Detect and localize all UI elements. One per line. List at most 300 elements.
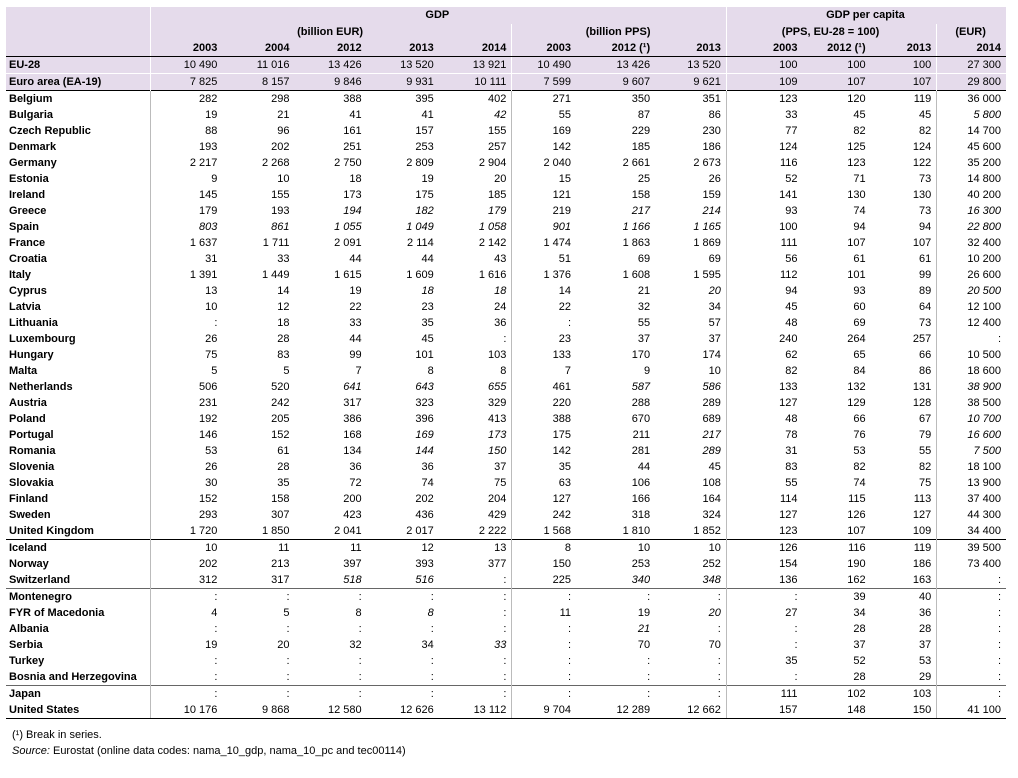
table-cell: 9 607 — [576, 74, 655, 91]
table-cell: 73 — [918, 316, 932, 329]
table-cell: 57 — [708, 316, 721, 329]
table-cell: 10 700 — [937, 411, 1006, 427]
table-cell: 12 662 — [655, 702, 726, 719]
row-label: Albania — [9, 622, 49, 635]
table-cell: 108 — [702, 476, 721, 489]
year-header: 2014 — [937, 40, 1006, 57]
table-cell: 2 041 — [334, 524, 362, 537]
table-cell: : — [358, 622, 362, 635]
table-cell: 10 — [576, 540, 655, 557]
table-cell: 40 — [871, 589, 937, 606]
table-cell: : — [512, 669, 576, 686]
table-cell: 4 — [150, 605, 222, 621]
table-cell: 44 300 — [937, 507, 1006, 523]
table-cell: 348 — [702, 573, 721, 586]
table-cell: 202 — [150, 556, 222, 572]
table-cell: 169 — [415, 428, 434, 441]
table-cell: 120 — [803, 91, 871, 108]
table-cell: 423 — [343, 508, 362, 521]
table-cell: 74 — [853, 476, 866, 489]
table-cell: 119 — [871, 540, 937, 557]
table-cell: 350 — [576, 91, 655, 108]
table-cell: 130 — [847, 188, 866, 201]
table-cell: 10 — [655, 540, 726, 557]
table-cell: 93 — [726, 203, 802, 219]
table-cell: 641 — [343, 380, 362, 393]
table-cell: : — [717, 622, 721, 635]
table-cell: 115 — [848, 492, 866, 505]
table-cell: 289 — [702, 396, 721, 409]
table-cell: 36 — [349, 460, 362, 473]
row-label: Estonia — [9, 172, 49, 185]
table-cell: 11 016 — [256, 58, 290, 71]
row-label: Finland — [9, 492, 49, 505]
table-cell: 643 — [415, 380, 434, 393]
table-cell: 29 800 — [937, 74, 1006, 91]
table-row — [6, 459, 1006, 475]
table-cell: 33 — [277, 252, 290, 265]
table-cell: 101 — [847, 268, 866, 281]
table-cell: 5 800 — [937, 107, 1006, 123]
table-cell: 34 — [853, 606, 866, 619]
table-cell: 82 — [726, 363, 802, 379]
table-cell: 163 — [912, 573, 932, 586]
table-cell: 220 — [512, 395, 576, 411]
table-cell: 253 — [415, 140, 434, 153]
table-cell: 655 — [488, 380, 507, 393]
table-cell: 155 — [488, 124, 507, 137]
table-cell: 213 — [271, 557, 290, 570]
table-cell: 74 — [421, 476, 434, 489]
table-cell: 2 114 — [407, 236, 434, 249]
table-cell: 113 — [913, 492, 932, 505]
table-cell: 99 — [918, 268, 932, 281]
table-cell: 52 — [726, 171, 802, 187]
table-cell: 159 — [702, 188, 721, 201]
table-cell: 21 — [277, 108, 290, 121]
table-cell: 87 — [637, 108, 651, 121]
table-cell: : — [647, 654, 651, 667]
source-note — [12, 743, 406, 759]
table-cell: : — [503, 573, 507, 586]
table-cell: : — [512, 621, 576, 637]
table-cell: 35 — [726, 653, 802, 669]
table-cell: 28 — [853, 622, 866, 635]
table-cell: 20 — [708, 606, 721, 619]
table-cell: 82 — [853, 124, 866, 137]
unit-billion-pps: (billion PPS) — [512, 24, 726, 40]
table-row — [6, 299, 1006, 315]
table-cell: 69 — [708, 252, 721, 265]
table-cell: : — [655, 686, 726, 703]
table-cell: 12 400 — [937, 315, 1006, 331]
table-cell: 82 — [918, 460, 932, 473]
table-cell: 10 — [150, 540, 222, 557]
table-cell: 2 750 — [334, 156, 362, 169]
table-cell: 193 — [271, 204, 290, 217]
table-cell: 18 100 — [937, 459, 1006, 475]
table-cell: 82 — [918, 124, 932, 137]
table-cell: 152 — [271, 428, 290, 441]
table-cell: 18 — [494, 284, 507, 297]
table-cell: 586 — [702, 380, 721, 393]
table-cell: 109 — [726, 74, 802, 91]
table-cell: 100 — [847, 58, 866, 71]
table-cell: : — [726, 637, 802, 653]
table-cell: 56 — [726, 251, 802, 267]
table-row — [6, 669, 1006, 686]
table-cell: 36 — [918, 606, 932, 619]
table-cell: 86 — [918, 364, 932, 377]
table-cell: 144 — [415, 444, 434, 457]
table-row — [6, 540, 1006, 557]
table-cell: 127 — [512, 491, 576, 507]
table-cell: 8 157 — [222, 74, 294, 91]
table-cell: 1 608 — [622, 268, 651, 281]
table-cell: 121 — [512, 187, 576, 203]
table-cell: 179 — [488, 204, 507, 217]
table-cell: : — [430, 670, 434, 683]
table-cell: 89 — [918, 284, 932, 297]
table-cell: 225 — [512, 572, 576, 589]
table-cell: 142 — [512, 139, 576, 155]
table-cell: 82 — [853, 460, 866, 473]
table-cell: 12 100 — [937, 299, 1006, 315]
table-cell: : — [576, 686, 655, 703]
table-cell: 112 — [726, 267, 802, 283]
table-cell: 264 — [847, 332, 866, 345]
table-cell: 8 — [355, 606, 362, 619]
table-cell: 173 — [488, 428, 507, 441]
table-cell: 119 — [871, 91, 937, 108]
table-cell: 175 — [512, 427, 576, 443]
table-cell: 257 — [912, 332, 932, 345]
table-cell: 51 — [512, 251, 576, 267]
table-cell: 66 — [853, 412, 866, 425]
table-cell: 288 — [631, 396, 651, 409]
table-row — [6, 523, 1006, 540]
row-label: Croatia — [9, 252, 47, 265]
row-label: Norway — [9, 557, 49, 570]
table-cell: 436 — [415, 508, 434, 521]
table-cell: 173 — [343, 188, 362, 201]
table-cell: 36 000 — [937, 91, 1006, 108]
table-cell: 32 — [637, 300, 651, 313]
table-cell: 14 — [512, 283, 576, 299]
table-cell: 20 — [277, 638, 290, 651]
table-cell: 62 — [726, 347, 802, 363]
table-cell: 1 852 — [693, 524, 721, 537]
footnotes — [12, 727, 406, 759]
table-row — [6, 267, 1006, 283]
gdp-group-header: GDP — [150, 7, 726, 24]
table-cell: 72 — [349, 476, 362, 489]
year-header: 2014 — [439, 40, 512, 57]
table-cell: 22 — [512, 299, 576, 315]
table-cell: : — [717, 654, 721, 667]
table-cell: 116 — [803, 540, 871, 557]
table-cell: 142 — [512, 443, 576, 459]
table-cell: 38 900 — [937, 379, 1006, 395]
table-cell: 45 — [853, 108, 866, 121]
row-label: Greece — [9, 204, 47, 217]
table-cell: 12 — [277, 300, 290, 313]
table-row — [6, 331, 1006, 347]
table-row — [6, 107, 1006, 123]
table-cell: 152 — [150, 491, 222, 507]
year-header: 2013 — [871, 40, 937, 57]
table-cell: 13 112 — [439, 702, 512, 719]
table-cell: 88 — [150, 123, 222, 139]
table-cell: : — [150, 653, 222, 669]
table-cell: 12 — [367, 540, 439, 557]
table-cell: 10 — [708, 364, 721, 377]
table-row — [6, 443, 1006, 459]
table-row — [6, 139, 1006, 155]
table-cell: 2 904 — [478, 156, 507, 169]
table-cell: 78 — [726, 427, 802, 443]
table-cell: 128 — [912, 396, 932, 409]
unit-billion-eur: (billion EUR) — [150, 24, 512, 40]
table-cell: 257 — [488, 140, 507, 153]
table-cell: 61 — [277, 444, 290, 457]
table-row — [6, 702, 1006, 719]
table-cell: 186 — [702, 140, 721, 153]
table-cell: : — [655, 589, 726, 606]
table-row — [6, 556, 1006, 572]
table-cell: 14 — [277, 284, 290, 297]
table-cell: 340 — [631, 573, 651, 586]
table-cell: 253 — [631, 557, 651, 570]
table-cell: 10 176 — [150, 702, 222, 719]
table-cell: 351 — [655, 91, 726, 108]
row-label: Latvia — [9, 300, 41, 313]
table-cell: : — [150, 669, 222, 686]
table-cell: 21 — [637, 284, 651, 297]
table-cell: 461 — [512, 379, 576, 395]
row-label: United Kingdom — [9, 524, 94, 537]
table-cell: 38 500 — [937, 395, 1006, 411]
table-cell: 861 — [271, 220, 290, 233]
table-cell: 217 — [631, 204, 651, 217]
row-label: Montenegro — [6, 589, 150, 606]
table-cell: 100 — [726, 57, 802, 74]
table-cell: 131 — [912, 380, 932, 393]
table-cell: 24 — [494, 300, 507, 313]
table-cell: 37 — [918, 638, 932, 651]
table-cell: 194 — [343, 204, 362, 217]
table-cell: 37 — [494, 460, 507, 473]
header-corner — [6, 24, 150, 40]
table-cell: : — [286, 670, 290, 683]
table-cell: 40 200 — [937, 187, 1006, 203]
table-cell: 127 — [912, 508, 932, 521]
table-cell: : — [358, 654, 362, 667]
table-cell: 107 — [912, 236, 932, 249]
table-cell: 23 — [421, 300, 434, 313]
table-row — [6, 235, 1006, 251]
year-header: 2013 — [367, 40, 439, 57]
table-cell: 388 — [512, 411, 576, 427]
table-cell: 45 — [726, 299, 802, 315]
table-cell: 11 — [222, 540, 294, 557]
table-cell: 670 — [631, 412, 651, 425]
table-cell: 37 400 — [937, 491, 1006, 507]
table-cell: 298 — [222, 91, 294, 108]
gdp-per-capita-group-header: GDP per capita — [726, 7, 1006, 24]
row-label: Lithuania — [9, 316, 58, 329]
table-cell: 53 — [918, 654, 932, 667]
table-cell: : — [937, 621, 1006, 637]
table-cell: : — [503, 332, 507, 345]
table-cell: 73 — [918, 172, 932, 185]
table-cell: 41 100 — [937, 702, 1006, 719]
table-cell: 124 — [912, 140, 932, 153]
table-cell: 252 — [702, 557, 721, 570]
table-cell: 67 — [918, 412, 932, 425]
table-cell: 164 — [702, 492, 721, 505]
table-cell: 242 — [271, 396, 290, 409]
table-cell: 141 — [726, 187, 802, 203]
row-label: Ireland — [9, 188, 46, 201]
table-cell: 23 — [512, 331, 576, 347]
row-label: Slovakia — [9, 476, 54, 489]
table-cell: 122 — [912, 156, 932, 169]
table-cell: 127 — [726, 507, 802, 523]
table-cell: 127 — [726, 395, 802, 411]
table-cell: 293 — [150, 507, 222, 523]
table-cell: 8 — [500, 364, 507, 377]
table-cell: 13 426 — [327, 58, 362, 71]
table-cell: : — [286, 654, 290, 667]
table-cell: 31 — [150, 251, 222, 267]
table-cell: 1 474 — [512, 235, 576, 251]
table-cell: 7 500 — [937, 443, 1006, 459]
year-header: 2012 (¹) — [803, 40, 871, 57]
table-cell: : — [717, 670, 721, 683]
table-cell: 130 — [912, 188, 932, 201]
table-row — [6, 686, 1006, 703]
table-cell: 107 — [871, 74, 937, 91]
table-cell: 29 — [918, 670, 932, 683]
source-label: Source: — [12, 745, 50, 757]
break-in-series-note: (¹) Break in series. — [12, 729, 102, 741]
table-cell: : — [937, 572, 1006, 589]
table-cell: 33 — [726, 107, 802, 123]
table-cell: 397 — [343, 557, 362, 570]
table-cell: : — [937, 653, 1006, 669]
table-cell: 45 — [421, 332, 434, 345]
table-cell: 136 — [726, 572, 802, 589]
table-cell: 166 — [631, 492, 651, 505]
table-cell: 281 — [631, 444, 651, 457]
table-cell: 185 — [488, 188, 507, 201]
table-cell: : — [726, 589, 802, 606]
table-cell: 329 — [488, 396, 507, 409]
table-cell: 13 921 — [472, 58, 507, 71]
row-label: Czech Republic — [9, 124, 91, 137]
table-cell: 12 626 — [367, 702, 439, 719]
table-cell: 133 — [512, 347, 576, 363]
table-row — [6, 589, 1006, 606]
table-cell: 205 — [271, 412, 290, 425]
table-cell: 35 — [512, 459, 576, 475]
row-label: EU-28 — [9, 58, 41, 71]
table-cell: 84 — [853, 364, 866, 377]
table-cell: : — [150, 315, 222, 331]
unit-eur: (EUR) — [937, 24, 1006, 40]
table-cell: 114 — [726, 491, 802, 507]
table-row — [6, 379, 1006, 395]
header-corner — [6, 7, 150, 24]
table-cell: 162 — [847, 573, 866, 586]
table-cell: : — [358, 670, 362, 683]
row-label: Serbia — [9, 638, 43, 651]
table-cell: 9 846 — [295, 74, 367, 91]
table-cell: 2 661 — [622, 156, 651, 169]
table-cell: 48 — [726, 315, 802, 331]
table-cell: 5 — [283, 606, 290, 619]
table-cell: 217 — [702, 428, 721, 441]
table-cell: 94 — [918, 220, 932, 233]
table-cell: 1 863 — [622, 236, 651, 249]
table-cell: : — [150, 589, 222, 606]
row-label: Bulgaria — [9, 108, 54, 121]
table-cell: : — [295, 686, 367, 703]
table-cell: 103 — [488, 348, 507, 361]
table-cell: : — [512, 637, 576, 653]
table-cell: 19 — [421, 172, 434, 185]
table-cell: 1 711 — [262, 236, 290, 249]
table-cell: 395 — [367, 91, 439, 108]
table-cell: 169 — [512, 123, 576, 139]
table-cell: 34 — [421, 638, 434, 651]
table-cell: 14 800 — [937, 171, 1006, 187]
row-label: Netherlands — [9, 380, 73, 393]
table-cell: 13 426 — [616, 58, 651, 71]
row-label: Luxembourg — [9, 332, 76, 345]
table-cell: 61 — [918, 252, 932, 265]
table-cell: 520 — [271, 380, 290, 393]
table-row — [6, 637, 1006, 653]
table-row — [6, 411, 1006, 427]
table-cell: 75 — [494, 476, 507, 489]
table-cell: 99 — [349, 348, 362, 361]
table-cell: 52 — [853, 654, 866, 667]
table-cell: 413 — [488, 412, 507, 425]
table-row — [6, 395, 1006, 411]
table-cell: : — [367, 589, 439, 606]
table-cell: 192 — [150, 411, 222, 427]
table-cell: 43 — [494, 252, 507, 265]
row-label: Denmark — [9, 140, 57, 153]
table-row — [6, 251, 1006, 267]
table-cell: : — [439, 589, 512, 606]
table-cell: 506 — [150, 379, 222, 395]
table-cell: 2 091 — [334, 236, 362, 249]
row-label: Italy — [9, 268, 32, 281]
table-cell: 148 — [803, 702, 871, 719]
table-cell: 516 — [415, 573, 434, 586]
table-cell: 901 — [512, 219, 576, 235]
table-cell: 231 — [150, 395, 222, 411]
table-cell: : — [937, 669, 1006, 686]
row-label: Euro area (EA-19) — [6, 74, 150, 91]
table-cell: 2 673 — [693, 156, 721, 169]
table-cell: 1 595 — [693, 268, 721, 281]
table-cell: 251 — [343, 140, 362, 153]
table-cell: 83 — [277, 348, 290, 361]
